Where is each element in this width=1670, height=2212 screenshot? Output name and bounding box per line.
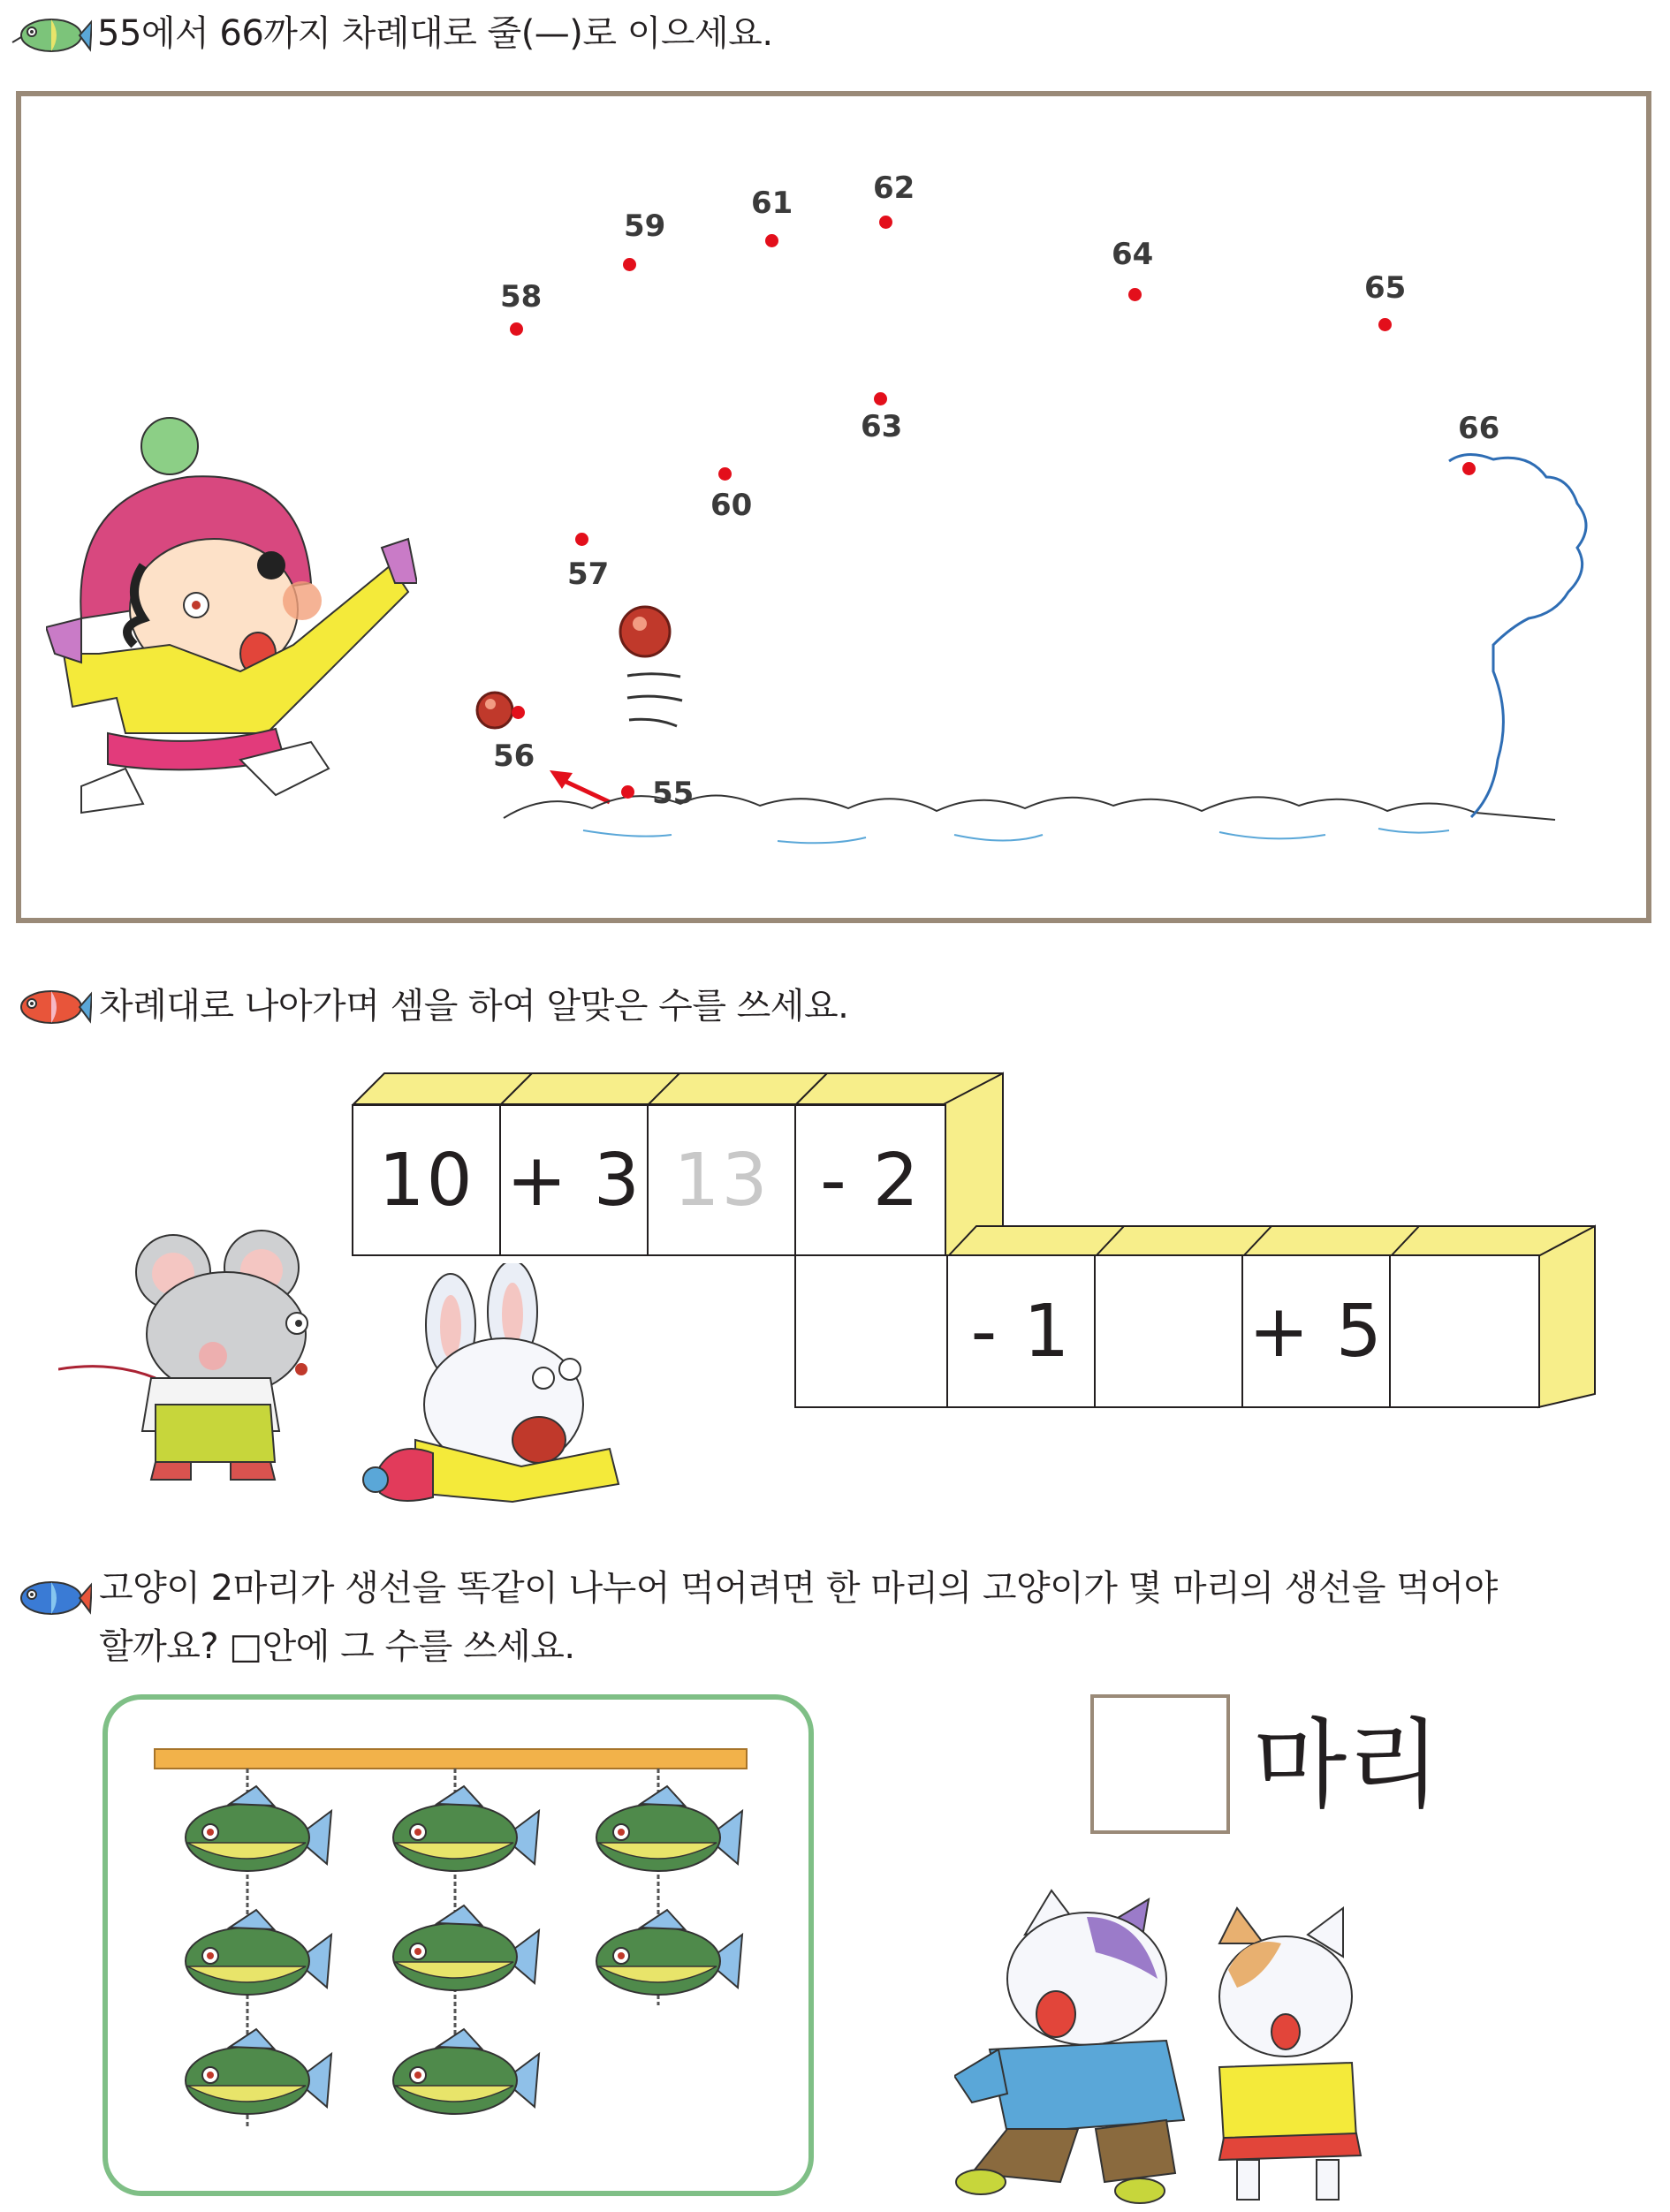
dot-label: 57 bbox=[567, 557, 610, 592]
girl-illustration bbox=[46, 415, 417, 822]
fish-icon bbox=[7, 7, 92, 60]
dot-point[interactable] bbox=[621, 785, 634, 799]
dot-point[interactable] bbox=[1378, 318, 1392, 331]
mouse-illustration bbox=[58, 1228, 332, 1484]
section3-instruction-line2: 할까요? □안에 그 수를 쓰세요. bbox=[99, 1626, 575, 1667]
dot-point[interactable] bbox=[874, 392, 887, 405]
dot-point[interactable] bbox=[512, 706, 525, 719]
section2-instruction: 차례대로 나아가며 셈을 하여 알맞은 수를 쓰세요. bbox=[99, 986, 849, 1026]
answer-cell[interactable] bbox=[794, 1254, 948, 1408]
unit-label: 마리 bbox=[1253, 1708, 1441, 1822]
dot-label: 60 bbox=[710, 488, 753, 523]
rabbit-illustration bbox=[362, 1263, 627, 1519]
answer-cell[interactable] bbox=[1389, 1254, 1540, 1408]
fish bbox=[186, 2029, 331, 2114]
dot-label: 56 bbox=[493, 739, 535, 774]
fish bbox=[393, 1786, 539, 1871]
section3-instruction-line1: 고양이 2마리가 생선을 똑같이 나누어 먹어려면 한 마리의 고양이가 몇 마리의 생선을 먹어야 bbox=[99, 1568, 1498, 1609]
dot-point[interactable] bbox=[879, 216, 892, 229]
fish-icon bbox=[7, 979, 92, 1032]
fish-icon bbox=[7, 1570, 92, 1623]
dot-point[interactable] bbox=[575, 533, 588, 546]
fish bbox=[393, 2029, 539, 2114]
dot-label: 65 bbox=[1364, 270, 1407, 306]
answer-cell[interactable]: 13 bbox=[647, 1104, 796, 1256]
fish-rack bbox=[141, 1740, 760, 2155]
box-cell: 10 bbox=[352, 1104, 501, 1256]
section1-instruction: 55에서 66까지 차례대로 줄(—)로 이으세요. bbox=[97, 13, 773, 54]
dot-label: 63 bbox=[861, 409, 903, 444]
dot-point[interactable] bbox=[623, 258, 636, 271]
fish bbox=[596, 1910, 742, 1995]
dot-point[interactable] bbox=[510, 322, 523, 336]
dot-label: 61 bbox=[751, 186, 793, 221]
box-cell: + 5 bbox=[1241, 1254, 1391, 1408]
fish bbox=[596, 1786, 742, 1871]
dot-point[interactable] bbox=[1462, 462, 1476, 475]
fish bbox=[186, 1786, 331, 1871]
fish bbox=[393, 1905, 539, 1990]
fish bbox=[186, 1910, 331, 1995]
dot-label: 66 bbox=[1458, 411, 1500, 446]
answer-box[interactable] bbox=[1090, 1694, 1230, 1834]
answer-cell[interactable] bbox=[1094, 1254, 1243, 1408]
box-cell: - 1 bbox=[946, 1254, 1096, 1408]
box-cell: - 2 bbox=[794, 1104, 946, 1256]
dot-point[interactable] bbox=[1128, 288, 1142, 301]
cats-illustration bbox=[954, 1882, 1396, 2208]
dot-label: 64 bbox=[1112, 237, 1154, 272]
dot-point[interactable] bbox=[765, 234, 778, 247]
dot-label: 58 bbox=[500, 279, 543, 314]
dot-label: 62 bbox=[873, 170, 915, 206]
box-cell: + 3 bbox=[499, 1104, 649, 1256]
dot-point[interactable] bbox=[718, 467, 732, 481]
dot-label: 59 bbox=[624, 208, 666, 244]
dot-label: 55 bbox=[652, 776, 695, 811]
